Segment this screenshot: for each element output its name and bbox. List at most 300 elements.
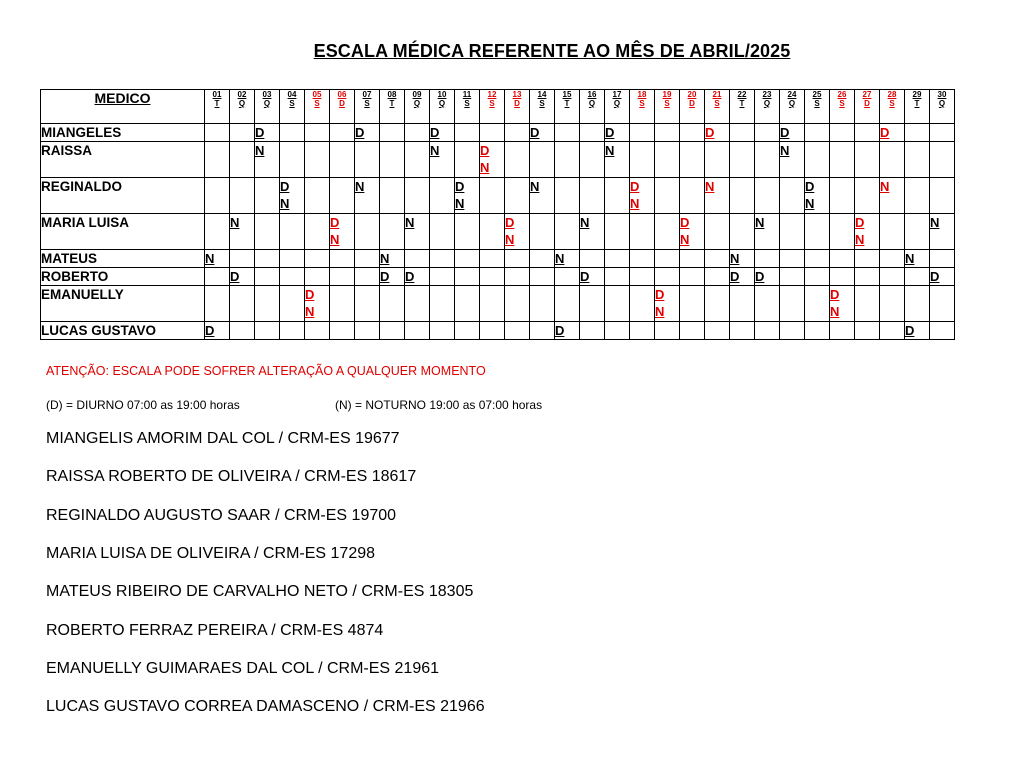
shift-cell: [255, 286, 280, 322]
shift-cell-10: [430, 142, 455, 178]
day-shift-mark: D: [780, 125, 790, 140]
shift-cell: [705, 322, 730, 340]
shift-cell: [530, 286, 555, 322]
day-shift-mark: D: [755, 269, 765, 284]
shift-cell: [405, 178, 430, 214]
shift-cell: [805, 142, 830, 178]
shift-cell-28: [880, 178, 905, 214]
shift-cell: [430, 214, 455, 250]
doctor-entry: MIANGELIS AMORIM DAL COL / CRM-ES 19677: [46, 430, 400, 447]
night-shift-mark: N: [405, 215, 415, 230]
shift-cell: [630, 286, 655, 322]
shift-cell-07: [355, 124, 380, 142]
shift-cell: [305, 124, 330, 142]
doctor-entry: MATEUS RIBEIRO DE CARVALHO NETO / CRM-ES 18305: [46, 583, 474, 601]
shift-cell-13: [505, 214, 530, 250]
shift-cell: [830, 250, 855, 268]
shift-cell: [505, 250, 530, 268]
day-weekday: S: [814, 99, 820, 108]
day-header-18: [630, 90, 655, 124]
shift-cell-20: [680, 214, 705, 250]
day-header-06: [330, 90, 355, 124]
day-header-23: [755, 90, 780, 124]
shift-cell: [330, 178, 355, 214]
legend-night: (N) = NOTURNO 19:00 as 07:00 horas: [335, 398, 543, 412]
night-shift-mark: N: [305, 304, 315, 319]
table-row: [41, 178, 955, 214]
day-number: 11: [462, 90, 472, 99]
shift-cell: [930, 178, 955, 214]
shift-cell: [580, 322, 605, 340]
shift-cell: [255, 178, 280, 214]
shift-cell: [680, 250, 705, 268]
shift-cell: [880, 322, 905, 340]
shift-cell: [755, 124, 780, 142]
day-number: 25: [812, 90, 822, 99]
shift-cell: [580, 178, 605, 214]
shift-cell: [305, 322, 330, 340]
day-header-15: [555, 90, 580, 124]
day-shift-mark: D: [405, 269, 415, 284]
day-number: 27: [862, 90, 872, 99]
shift-cell: [830, 178, 855, 214]
table-row: [41, 322, 955, 340]
shift-cell-22: [730, 250, 755, 268]
shift-cell: [405, 124, 430, 142]
day-weekday: D: [514, 99, 520, 108]
shift-cell: [430, 286, 455, 322]
shift-cell-18: [630, 178, 655, 214]
shift-cell: [780, 268, 805, 286]
night-shift-mark: N: [230, 215, 240, 230]
legend-day: (D) = DIURNO 07:00 as 19:00 horas: [46, 398, 240, 412]
night-shift-mark: N: [730, 251, 740, 266]
day-weekday: S: [364, 99, 370, 108]
shift-cell: [655, 322, 680, 340]
day-weekday: S: [839, 99, 845, 108]
day-header-03: [255, 90, 280, 124]
day-header-26: [830, 90, 855, 124]
night-shift-mark: N: [505, 232, 515, 247]
day-shift-mark: D: [855, 215, 865, 230]
shift-cell: [205, 286, 230, 322]
shift-cell: [330, 268, 355, 286]
night-shift-mark: N: [780, 143, 790, 158]
day-weekday: Q: [588, 99, 596, 108]
shift-cell: [280, 250, 305, 268]
shift-cell: [555, 142, 580, 178]
shift-cell: [305, 250, 330, 268]
day-shift-mark: D: [255, 125, 265, 140]
doctor-name-cell: REGINALDO: [41, 178, 205, 214]
day-number: 23: [762, 90, 772, 99]
night-shift-mark: N: [255, 143, 265, 158]
day-number: 15: [562, 90, 572, 99]
shift-cell: [630, 214, 655, 250]
day-shift-mark: D: [505, 215, 515, 230]
day-shift-mark: D: [205, 323, 215, 338]
night-shift-mark: N: [655, 304, 665, 319]
day-shift-mark: D: [280, 179, 290, 194]
shift-cell: [930, 322, 955, 340]
shift-cell: [530, 268, 555, 286]
shift-cell: [405, 142, 430, 178]
day-weekday: S: [489, 99, 495, 108]
shift-cell-05: [305, 286, 330, 322]
shift-cell: [855, 142, 880, 178]
day-weekday: Q: [438, 99, 446, 108]
shift-cell: [680, 268, 705, 286]
doctor-entry: REGINALDO AUGUSTO SAAR / CRM-ES 19700: [46, 506, 397, 524]
shift-cell: [780, 250, 805, 268]
shift-cell: [480, 286, 505, 322]
shift-cell-29: [905, 250, 930, 268]
day-header-24: [780, 90, 805, 124]
shift-cell: [355, 322, 380, 340]
shift-cell: [855, 178, 880, 214]
day-header-27: [855, 90, 880, 124]
shift-cell: [755, 322, 780, 340]
day-shift-mark: D: [630, 179, 640, 194]
shift-cell: [505, 286, 530, 322]
shift-cell: [705, 286, 730, 322]
shift-cell: [430, 178, 455, 214]
doctor-name-cell: MARIA LUISA: [41, 214, 205, 250]
shift-cell: [705, 142, 730, 178]
table-row: [41, 142, 955, 178]
day-weekday: D: [689, 99, 695, 108]
shift-cell: [655, 214, 680, 250]
shift-cell: [630, 268, 655, 286]
day-shift-mark: D: [705, 125, 715, 140]
day-header-17: [605, 90, 630, 124]
day-shift-mark: D: [805, 179, 815, 194]
shift-cell-22: [730, 268, 755, 286]
day-weekday: Q: [413, 99, 421, 108]
day-header-29: [905, 90, 930, 124]
night-shift-mark: N: [605, 143, 615, 158]
shift-cell-16: [580, 214, 605, 250]
shift-cell: [505, 124, 530, 142]
day-weekday: Q: [788, 99, 796, 108]
shift-cell-24: [780, 124, 805, 142]
shift-cell: [730, 214, 755, 250]
day-number: 01: [212, 90, 222, 99]
day-header-01: [205, 90, 230, 124]
night-shift-mark: N: [430, 143, 440, 158]
day-number: 13: [512, 90, 522, 99]
shift-cell: [580, 286, 605, 322]
day-number: 07: [362, 90, 372, 99]
day-shift-mark: D: [680, 215, 690, 230]
shift-cell: [730, 142, 755, 178]
shift-cell: [305, 178, 330, 214]
shift-cell: [705, 250, 730, 268]
page-title: ESCALA MÉDICA REFERENTE AO MÊS DE ABRIL/2025: [313, 41, 791, 61]
day-weekday: S: [664, 99, 670, 108]
shift-cell: [930, 250, 955, 268]
day-number: 12: [487, 90, 497, 99]
shift-cell: [880, 214, 905, 250]
shift-cell-15: [555, 250, 580, 268]
shift-cell: [780, 214, 805, 250]
doctor-name-cell: RAISSA: [41, 142, 205, 178]
doctor-name-cell: LUCAS GUSTAVO: [41, 322, 205, 340]
shift-cell: [930, 124, 955, 142]
day-shift-mark: D: [730, 269, 740, 284]
night-shift-mark: N: [580, 215, 590, 230]
shift-cell-21: [705, 178, 730, 214]
shift-cell: [355, 286, 380, 322]
shift-cell: [255, 214, 280, 250]
day-weekday: T: [389, 99, 395, 108]
shift-cell-21: [705, 124, 730, 142]
shift-cell: [380, 142, 405, 178]
shift-cell: [680, 322, 705, 340]
day-weekday: Q: [238, 99, 246, 108]
shift-cell: [880, 250, 905, 268]
shift-cell: [505, 142, 530, 178]
night-shift-mark: N: [205, 251, 215, 266]
shift-cell-02: [230, 268, 255, 286]
day-shift-mark: D: [380, 269, 390, 284]
doctor-entry: EMANUELLY GUIMARAES DAL COL / CRM-ES 21961: [46, 659, 440, 677]
shift-cell: [755, 286, 780, 322]
shift-cell-01: [205, 322, 230, 340]
shift-cell: [680, 178, 705, 214]
shift-cell-09: [405, 214, 430, 250]
shift-cell: [880, 286, 905, 322]
doctor-name-cell: MATEUS: [41, 250, 205, 268]
day-weekday: D: [339, 99, 345, 108]
day-header-30: [930, 90, 955, 124]
doctor-name-cell: MIANGELES: [41, 124, 205, 142]
day-header-22: [730, 90, 755, 124]
shift-cell: [480, 178, 505, 214]
shift-cell-03: [255, 142, 280, 178]
day-number: 16: [587, 90, 597, 99]
day-shift-mark: D: [355, 125, 365, 140]
shift-cell: [330, 286, 355, 322]
shift-cell-10: [430, 124, 455, 142]
night-shift-mark: N: [480, 160, 490, 175]
day-header-14: [530, 90, 555, 124]
day-shift-mark: D: [905, 323, 915, 338]
shift-cell: [780, 322, 805, 340]
shift-cell: [255, 322, 280, 340]
shift-cell-15: [555, 322, 580, 340]
day-shift-mark: D: [480, 143, 490, 158]
day-shift-mark: D: [330, 215, 340, 230]
shift-cell: [530, 322, 555, 340]
shift-cell: [355, 268, 380, 286]
shift-cell-04: [280, 178, 305, 214]
shift-cell: [605, 322, 630, 340]
shift-cell: [330, 250, 355, 268]
day-number: 05: [312, 90, 322, 99]
shift-cell: [355, 250, 380, 268]
shift-cell-17: [605, 124, 630, 142]
day-header-12: [480, 90, 505, 124]
shift-cell: [655, 250, 680, 268]
shift-cell: [630, 250, 655, 268]
shift-cell: [580, 124, 605, 142]
shift-cell: [230, 250, 255, 268]
shift-cell: [905, 124, 930, 142]
shift-cell: [880, 268, 905, 286]
day-weekday: S: [464, 99, 470, 108]
shift-cell: [730, 124, 755, 142]
night-shift-mark: N: [755, 215, 765, 230]
shift-cell: [730, 178, 755, 214]
shift-cell: [580, 142, 605, 178]
shift-cell: [805, 322, 830, 340]
day-shift-mark: D: [830, 287, 840, 302]
doctor-entry: LUCAS GUSTAVO CORREA DAMASCENO / CRM-ES 21966: [46, 698, 485, 716]
shift-cell: [905, 268, 930, 286]
shift-cell-24: [780, 142, 805, 178]
shift-cell: [705, 214, 730, 250]
day-shift-mark: D: [655, 287, 665, 302]
shift-cell: [455, 142, 480, 178]
day-header-04: [280, 90, 305, 124]
day-number: 17: [612, 90, 622, 99]
day-header-25: [805, 90, 830, 124]
shift-cell: [855, 250, 880, 268]
night-shift-mark: N: [705, 179, 715, 194]
day-shift-mark: D: [555, 323, 565, 338]
shift-cell: [605, 268, 630, 286]
shift-cell: [305, 142, 330, 178]
night-shift-mark: N: [830, 304, 840, 319]
night-shift-mark: N: [630, 196, 640, 211]
day-weekday: S: [314, 99, 320, 108]
day-number: 03: [262, 90, 272, 99]
shift-cell: [505, 322, 530, 340]
shift-cell-23: [755, 268, 780, 286]
shift-cell: [680, 124, 705, 142]
shift-cell: [280, 286, 305, 322]
shift-cell: [230, 124, 255, 142]
shift-cell: [380, 178, 405, 214]
shift-cell: [430, 322, 455, 340]
shift-cell: [480, 322, 505, 340]
day-number: 20: [687, 90, 697, 99]
day-number: 22: [737, 90, 747, 99]
shift-cell-02: [230, 214, 255, 250]
day-header-09: [405, 90, 430, 124]
day-header-13: [505, 90, 530, 124]
shift-cell: [905, 142, 930, 178]
table-row: [41, 286, 955, 322]
day-shift-mark: D: [230, 269, 240, 284]
shift-cell-08: [380, 250, 405, 268]
day-header-16: [580, 90, 605, 124]
shift-cell: [755, 178, 780, 214]
shift-cell: [530, 250, 555, 268]
shift-cell: [530, 142, 555, 178]
shift-cell: [330, 142, 355, 178]
night-shift-mark: N: [930, 215, 940, 230]
shift-cell-09: [405, 268, 430, 286]
table-row: [41, 268, 955, 286]
doctor-entry: ROBERTO FERRAZ PEREIRA / CRM-ES 4874: [46, 621, 384, 639]
day-shift-mark: D: [930, 269, 940, 284]
shift-cell: [355, 214, 380, 250]
day-header-05: [305, 90, 330, 124]
table-row: [41, 250, 955, 268]
shift-cell: [655, 178, 680, 214]
shift-cell: [755, 142, 780, 178]
day-header-08: [380, 90, 405, 124]
schedule-table: [40, 89, 955, 340]
shift-cell: [805, 268, 830, 286]
day-number: 08: [387, 90, 397, 99]
day-number: 09: [412, 90, 422, 99]
night-shift-mark: N: [680, 232, 690, 247]
shift-cell: [555, 124, 580, 142]
night-shift-mark: N: [805, 196, 815, 211]
day-number: 04: [287, 90, 297, 99]
day-header-11: [455, 90, 480, 124]
shift-cell: [280, 322, 305, 340]
shift-cell: [780, 286, 805, 322]
night-shift-mark: N: [330, 232, 340, 247]
shift-cell-27: [855, 214, 880, 250]
shift-cell: [305, 214, 330, 250]
shift-cell: [830, 322, 855, 340]
shift-cell: [455, 124, 480, 142]
shift-cell: [280, 268, 305, 286]
shift-cell: [280, 124, 305, 142]
shift-cell: [830, 268, 855, 286]
shift-cell: [430, 250, 455, 268]
day-weekday: S: [539, 99, 545, 108]
day-shift-mark: D: [580, 269, 590, 284]
shift-cell: [780, 178, 805, 214]
shift-cell: [855, 322, 880, 340]
shift-cell: [455, 322, 480, 340]
night-shift-mark: N: [855, 232, 865, 247]
night-shift-mark: N: [280, 196, 290, 211]
day-weekday: S: [889, 99, 895, 108]
day-weekday: T: [214, 99, 220, 108]
shift-cell: [430, 268, 455, 286]
doctor-entry: MARIA LUISA DE OLIVEIRA / CRM-ES 17298: [46, 544, 376, 562]
day-weekday: S: [714, 99, 720, 108]
day-number: 24: [787, 90, 797, 99]
shift-cell: [330, 124, 355, 142]
shift-cell: [930, 286, 955, 322]
shift-cell-01: [205, 250, 230, 268]
shift-cell-25: [805, 178, 830, 214]
shift-cell: [405, 250, 430, 268]
doctor-entry: RAISSA ROBERTO DE OLIVEIRA / CRM-ES 18617: [46, 468, 417, 486]
doctor-name-cell: ROBERTO: [41, 268, 205, 286]
shift-cell: [405, 286, 430, 322]
day-number: 26: [837, 90, 847, 99]
night-shift-mark: N: [380, 251, 390, 266]
shift-cell: [905, 286, 930, 322]
shift-cell: [705, 268, 730, 286]
day-number: 29: [912, 90, 922, 99]
shift-cell-07: [355, 178, 380, 214]
shift-cell: [330, 322, 355, 340]
day-number: 19: [662, 90, 672, 99]
shift-cell: [655, 142, 680, 178]
shift-cell: [205, 214, 230, 250]
shift-cell: [480, 124, 505, 142]
